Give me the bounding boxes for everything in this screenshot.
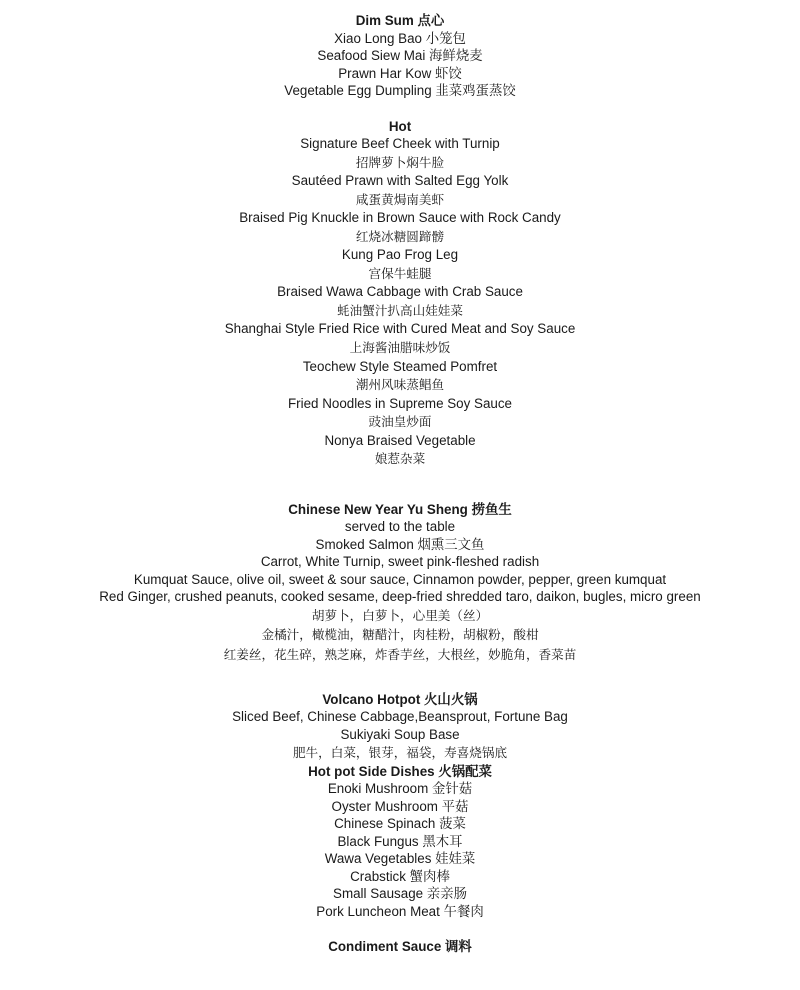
hot-item-zh: 豉油皇炒面 [368, 414, 432, 430]
hot-item-zh: 红烧冰糖圆蹄髈 [355, 228, 445, 244]
volcano-hotpot-section [0, 691, 800, 763]
yu-sheng-line: Kumquat Sauce, olive oil, sweet & sour sauce, Cinnamon powder, pepper, green kumquat [133, 571, 667, 587]
side-dish-item: Pork Luncheon Meat 午餐肉 [316, 903, 484, 919]
side-dish-item: Chinese Spinach 菠菜 [334, 816, 466, 832]
yu-sheng-zh-line: 红姜丝，花生碎，熟芝麻，炸香芋丝，大根丝，妙脆角，香菜苗 [223, 647, 577, 663]
hot-item-en: Signature Beef Cheek with Turnip [300, 136, 500, 151]
yu-sheng-section [0, 501, 800, 665]
side-dishes-title: Hot pot Side Dishes 火锅配菜 [308, 763, 492, 779]
yu-sheng-line: Carrot, White Turnip, sweet pink-fleshed radish [260, 554, 540, 570]
hot-item-zh: 上海酱油腊味炒饭 [349, 339, 451, 355]
yu-sheng-title: Chinese New Year Yu Sheng 捞鱼生 [288, 501, 512, 517]
yu-sheng-zh-line: 胡萝卜，白萝卜，心里美（丝） [311, 607, 489, 623]
hot-item-en: Fried Noodles in Supreme Soy Sauce [287, 395, 513, 411]
volcano-hotpot-zh-line: 肥牛，白菜，银芽，福袋，寿喜烧锅底 [292, 745, 508, 761]
side-dish-item: Small Sausage 亲亲肠 [333, 886, 467, 902]
condiment-section [0, 938, 800, 956]
hot-item-en: Shanghai Style Fried Rice with Cured Meat and Soy Sauce [224, 321, 576, 337]
volcano-hotpot-line: Sliced Beef, Chinese Cabbage,Beansprout, Fortune Bag [232, 709, 568, 725]
dim-sum-item: Prawn Har Kow 虾饺 [338, 65, 462, 81]
hot-item-zh: 宫保牛蛙腿 [368, 265, 432, 281]
hot-item-en: Braised Wawa Cabbage with Crab Sauce [277, 284, 523, 300]
hot-item-en: Kung Pao Frog Leg [341, 247, 459, 263]
menu-page [0, 12, 800, 956]
hot-item-zh: 咸蛋黄焗南美虾 [355, 191, 445, 207]
dim-sum-section [0, 12, 800, 100]
volcano-hotpot-title: Volcano Hotpot 火山火锅 [322, 691, 478, 707]
side-dish-item: Enoki Mushroom 金针菇 [327, 781, 473, 797]
side-dish-item: Crabstick 蟹肉棒 [350, 868, 450, 884]
hot-item-zh: 潮州风味蒸鲳鱼 [355, 377, 445, 393]
side-dish-item: Black Fungus 黑木耳 [337, 833, 463, 849]
side-dishes-section [0, 763, 800, 921]
hot-title: Hot [388, 118, 412, 134]
dim-sum-item: Seafood Siew Mai 海鲜烧麦 [317, 48, 483, 63]
volcano-hotpot-line: Sukiyaki Soup Base [340, 726, 460, 742]
yu-sheng-line: Red Ginger, crushed peanuts, cooked sesame, deep-fried shredded taro, daikon, bugles, micro green [99, 589, 701, 605]
dim-sum-title: Dim Sum 点心 [355, 13, 445, 28]
condiment-title: Condiment Sauce 调料 [328, 939, 472, 955]
side-dish-item: Wawa Vegetables 娃娃菜 [324, 851, 476, 867]
hot-item-zh: 蚝油蟹汁扒高山娃娃菜 [337, 302, 463, 318]
dim-sum-item: Xiao Long Bao 小笼包 [334, 30, 466, 46]
hot-item-zh: 招牌萝卜焖牛脸 [355, 154, 445, 170]
hot-item-en: Sautéed Prawn with Salted Egg Yolk [291, 173, 509, 189]
yu-sheng-zh-line: 金橘汁，橄榄油，糖醋汁，肉桂粉，胡椒粉，酸柑 [261, 627, 539, 643]
hot-item-en: Braised Pig Knuckle in Brown Sauce with Rock Candy [239, 210, 561, 226]
hot-item-en: Nonya Braised Vegetable [324, 432, 476, 448]
hot-item-en: Teochew Style Steamed Pomfret [302, 358, 498, 374]
hot-item-zh: 娘惹杂菜 [374, 451, 426, 467]
hot-section [0, 118, 800, 469]
yu-sheng-line: served to the table [344, 519, 456, 535]
yu-sheng-line: Smoked Salmon 烟熏三文鱼 [315, 536, 485, 552]
dim-sum-item: Vegetable Egg Dumpling 韭菜鸡蛋蒸饺 [284, 83, 516, 98]
side-dish-item: Oyster Mushroom 平菇 [331, 798, 469, 814]
